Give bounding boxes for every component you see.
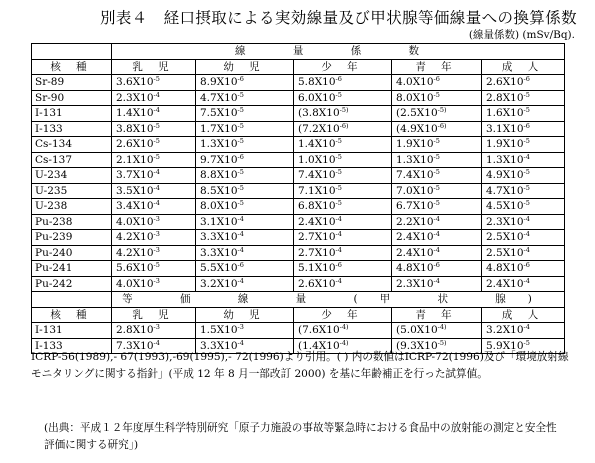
coefficient-cell — [294, 106, 392, 122]
coefficient-exponent: -6 — [523, 121, 530, 130]
coefficient-mantissa: 1.3X10 — [200, 138, 238, 151]
coefficient-cell — [294, 152, 392, 168]
coefficient-cell — [294, 276, 392, 292]
coefficient-mantissa: 2.5X10 — [486, 231, 524, 244]
coefficient-exponent: -4 — [153, 183, 160, 192]
coefficient-exponent: -6 — [237, 261, 244, 270]
coefficient-cell — [196, 214, 294, 230]
coefficient-exponent: -5 — [237, 168, 244, 177]
coefficient-exponent: -5 — [237, 137, 244, 146]
coefficient-exponent: -5 — [335, 137, 342, 146]
coefficient-mantissa: 7.4X10 — [298, 169, 336, 182]
coefficient-mantissa: 2.3X10 — [486, 215, 524, 228]
coefficient-mantissa: 3.5X10 — [116, 184, 154, 197]
coefficient-mantissa: 2.7X10 — [298, 231, 336, 244]
coefficient-exponent: -3 — [153, 214, 160, 223]
coefficient-exponent: -6 — [433, 75, 440, 84]
coefficient-cell — [112, 106, 196, 122]
thyroid-column-header: 核 種 — [32, 307, 112, 323]
coefficient-mantissa: 2.6X10 — [486, 76, 524, 89]
coefficient-mantissa: (7.2X10 — [298, 122, 340, 135]
coefficient-exponent: -5 — [523, 183, 530, 192]
coefficient-mantissa: 4.0X10 — [116, 215, 154, 228]
effective-column-header: 幼 児 — [196, 59, 294, 75]
coefficient-cell — [392, 168, 482, 184]
coefficient-mantissa: 8.0X10 — [396, 91, 434, 104]
coefficient-cell — [196, 75, 294, 91]
unit-label: (線量係数) (mSv/Bq). — [468, 29, 575, 41]
coefficient-mantissa: 5.1X10 — [298, 262, 336, 275]
coefficient-mantissa: 8.9X10 — [200, 76, 238, 89]
nuclide-cell: I-131 — [32, 323, 112, 339]
coefficient-cell — [294, 199, 392, 215]
coefficient-exponent: -4 — [523, 323, 530, 332]
coefficient-cell — [392, 199, 482, 215]
coefficient-mantissa: 6.0X10 — [298, 91, 336, 104]
coefficient-cell — [482, 199, 565, 215]
coefficient-cell — [482, 276, 565, 292]
thyroid-column-header: 幼 児 — [196, 307, 294, 323]
table-row — [32, 183, 565, 199]
coefficient-exponent: -4 — [335, 230, 342, 239]
coefficient-mantissa: 4.2X10 — [116, 231, 154, 244]
coefficient-mantissa: 4.7X10 — [200, 91, 238, 104]
coefficient-cell — [392, 121, 482, 137]
table-row — [32, 214, 565, 230]
coefficient-cell — [112, 90, 196, 106]
coefficient-cell — [392, 323, 482, 339]
dose-coefficient-table — [31, 43, 565, 354]
thyroid-column-header: 少 年 — [294, 307, 392, 323]
coefficient-exponent: -5 — [153, 75, 160, 84]
coefficient-cell — [392, 245, 482, 261]
coefficient-mantissa: 3.2X10 — [486, 324, 524, 337]
coefficient-cell — [482, 323, 565, 339]
coefficient-mantissa: 2.4X10 — [396, 231, 434, 244]
effective-column-header: 成 人 — [482, 59, 565, 75]
coefficient-exponent: -4 — [153, 199, 160, 208]
coefficient-mantissa: (4.9X10 — [396, 122, 438, 135]
coefficient-exponent: -5 — [237, 121, 244, 130]
coefficient-exponent: -5 — [523, 168, 530, 177]
effective-column-header: 青 年 — [392, 59, 482, 75]
effective-column-header-row — [32, 59, 565, 75]
coefficient-cell — [294, 261, 392, 277]
coefficient-exponent: -4 — [237, 230, 244, 239]
coefficient-mantissa: 3.3X10 — [200, 246, 238, 259]
coefficient-mantissa: 4.8X10 — [396, 262, 434, 275]
coefficient-exponent: -4 — [433, 230, 440, 239]
coefficient-mantissa: 8.0X10 — [200, 200, 238, 213]
coefficient-exponent: -5 — [153, 261, 160, 270]
coefficient-exponent: -5 — [335, 152, 342, 161]
effective-column-header: 少 年 — [294, 59, 392, 75]
table-row — [32, 152, 565, 168]
coefficient-mantissa: 3.3X10 — [200, 231, 238, 244]
coefficient-mantissa: (2.5X10 — [396, 107, 438, 120]
coefficient-exponent: -3 — [153, 230, 160, 239]
coefficient-mantissa: 3.4X10 — [116, 200, 154, 213]
coefficient-mantissa: 2.6X10 — [298, 277, 336, 290]
coefficient-cell — [112, 214, 196, 230]
nuclide-cell: U-235 — [32, 183, 112, 199]
coefficient-mantissa: 4.8X10 — [486, 262, 524, 275]
nuclide-cell: Pu-240 — [32, 245, 112, 261]
coefficient-exponent: -4 — [237, 214, 244, 223]
coefficient-exponent: -6 — [335, 75, 342, 84]
coefficient-mantissa: 8.8X10 — [200, 169, 238, 182]
coefficient-cell — [112, 230, 196, 246]
coefficient-exponent: -5 — [153, 152, 160, 161]
coefficient-exponent: -4 — [237, 338, 244, 347]
coefficient-cell — [196, 230, 294, 246]
coefficient-exponent: -4 — [523, 276, 530, 285]
effective-span-header-row — [32, 44, 565, 60]
coefficient-cell — [482, 152, 565, 168]
coefficient-cell — [482, 75, 565, 91]
coefficient-mantissa: 5.5X10 — [200, 262, 238, 275]
coefficient-exponent: -4 — [433, 214, 440, 223]
coefficient-mantissa: 1.3X10 — [396, 153, 434, 166]
coefficient-exponent: -5 — [433, 183, 440, 192]
coefficient-mantissa: (9.3X10 — [396, 339, 438, 352]
coefficient-cell — [482, 245, 565, 261]
nuclide-cell: Cs-134 — [32, 137, 112, 153]
coefficient-cell — [196, 121, 294, 137]
table-row — [32, 75, 565, 91]
coefficient-exponent: -4 — [153, 338, 160, 347]
coefficient-exponent: -4 — [335, 245, 342, 254]
coefficient-cell — [196, 245, 294, 261]
coefficient-cell — [392, 214, 482, 230]
coefficient-exponent: -6) — [339, 121, 349, 130]
coefficient-cell — [196, 137, 294, 153]
table-row — [32, 230, 565, 246]
coefficient-cell — [112, 323, 196, 339]
nuclide-cell: Pu-242 — [32, 276, 112, 292]
coefficient-mantissa: 1.3X10 — [486, 153, 524, 166]
coefficient-cell — [392, 106, 482, 122]
coefficient-cell — [482, 230, 565, 246]
coefficient-cell — [294, 183, 392, 199]
coefficient-cell — [294, 245, 392, 261]
coefficient-mantissa: 2.3X10 — [396, 277, 434, 290]
coefficient-cell — [112, 152, 196, 168]
coefficient-mantissa: 6.8X10 — [298, 200, 336, 213]
coefficient-mantissa: 2.4X10 — [298, 215, 336, 228]
coefficient-exponent: -5 — [237, 183, 244, 192]
coefficient-exponent: -4 — [335, 214, 342, 223]
coefficient-cell — [482, 214, 565, 230]
coefficient-exponent: -6 — [523, 75, 530, 84]
coefficient-exponent: -5 — [523, 199, 530, 208]
coefficient-cell — [392, 261, 482, 277]
coefficient-mantissa: 7.5X10 — [200, 107, 238, 120]
nuclide-cell: Pu-239 — [32, 230, 112, 246]
coefficient-cell — [196, 168, 294, 184]
coefficient-mantissa: 1.5X10 — [200, 324, 238, 337]
coefficient-mantissa: 2.3X10 — [116, 91, 154, 104]
coefficient-mantissa: 1.6X10 — [486, 107, 524, 120]
coefficient-mantissa: 1.9X10 — [486, 138, 524, 151]
coefficient-exponent: -4 — [433, 245, 440, 254]
nuclide-cell: Pu-238 — [32, 214, 112, 230]
coefficient-mantissa: 4.0X10 — [116, 277, 154, 290]
coefficient-mantissa: 2.8X10 — [116, 324, 154, 337]
coefficient-exponent: -5 — [335, 90, 342, 99]
coefficient-mantissa: 3.8X10 — [116, 122, 154, 135]
coefficient-cell — [294, 75, 392, 91]
coefficient-cell — [196, 90, 294, 106]
effective-column-header: 乳 児 — [112, 59, 196, 75]
coefficient-mantissa: 1.4X10 — [298, 138, 336, 151]
coefficient-exponent: -4) — [339, 323, 349, 332]
coefficient-cell — [112, 245, 196, 261]
coefficient-mantissa: 4.5X10 — [486, 200, 524, 213]
coefficient-exponent: -5 — [433, 199, 440, 208]
coefficient-exponent: -5 — [237, 90, 244, 99]
coefficient-mantissa: 6.7X10 — [396, 200, 434, 213]
coefficient-exponent: -5 — [153, 121, 160, 130]
coefficient-cell — [196, 152, 294, 168]
coefficient-exponent: -4 — [523, 152, 530, 161]
coefficient-mantissa: 5.8X10 — [298, 76, 336, 89]
coefficient-mantissa: 5.9X10 — [486, 339, 524, 352]
coefficient-exponent: -5) — [437, 106, 447, 115]
coefficient-cell — [482, 106, 565, 122]
coefficient-cell — [112, 168, 196, 184]
coefficient-mantissa: 3.3X10 — [200, 339, 238, 352]
table-row — [32, 245, 565, 261]
table-row — [32, 106, 565, 122]
coefficient-mantissa: 1.4X10 — [116, 107, 154, 120]
coefficient-exponent: -4 — [523, 245, 530, 254]
coefficient-cell — [392, 230, 482, 246]
coefficient-exponent: -3 — [153, 323, 160, 332]
coefficient-cell — [196, 106, 294, 122]
coefficient-exponent: -5 — [335, 183, 342, 192]
coefficient-exponent: -6 — [433, 261, 440, 270]
coefficient-mantissa: 2.4X10 — [486, 277, 524, 290]
coefficient-exponent: -5 — [237, 199, 244, 208]
coefficient-exponent: -4 — [237, 276, 244, 285]
coefficient-mantissa: 2.1X10 — [116, 153, 154, 166]
table-row — [32, 137, 565, 153]
thyroid-column-header: 青 年 — [392, 307, 482, 323]
coefficient-cell — [112, 199, 196, 215]
coefficient-mantissa: 1.7X10 — [200, 122, 238, 135]
coefficient-mantissa: 4.7X10 — [486, 184, 524, 197]
coefficient-cell — [482, 90, 565, 106]
page-title: 別表４ 経口摂取による実効線量及び甲状腺等価線量への換算係数 — [100, 9, 578, 27]
coefficient-mantissa: 3.7X10 — [116, 169, 154, 182]
coefficient-exponent: -5 — [433, 152, 440, 161]
coefficient-exponent: -3 — [237, 323, 244, 332]
coefficient-mantissa: 3.1X10 — [200, 215, 238, 228]
coefficient-exponent: -5 — [523, 137, 530, 146]
coefficient-exponent: -6 — [335, 261, 342, 270]
nuclide-cell: Pu-241 — [32, 261, 112, 277]
coefficient-exponent: -4 — [153, 90, 160, 99]
coefficient-mantissa: (3.8X10 — [298, 107, 340, 120]
table-row — [32, 199, 565, 215]
coefficient-cell — [482, 183, 565, 199]
coefficient-cell — [392, 183, 482, 199]
coefficient-mantissa: 2.8X10 — [486, 91, 524, 104]
coefficient-cell — [482, 137, 565, 153]
coefficient-cell — [482, 121, 565, 137]
coefficient-mantissa: 9.7X10 — [200, 153, 238, 166]
coefficient-cell — [392, 75, 482, 91]
coefficient-cell — [112, 183, 196, 199]
coefficient-mantissa: 2.2X10 — [396, 215, 434, 228]
table-row — [32, 323, 565, 339]
coefficient-mantissa: 4.2X10 — [116, 246, 154, 259]
coefficient-mantissa: 2.7X10 — [298, 246, 336, 259]
coefficient-exponent: -4) — [437, 323, 447, 332]
coefficient-cell — [112, 261, 196, 277]
coefficient-mantissa: 2.5X10 — [486, 246, 524, 259]
coefficient-mantissa: (7.6X10 — [298, 324, 340, 337]
coefficient-mantissa: 7.4X10 — [396, 169, 434, 182]
coefficient-exponent: -6) — [437, 121, 447, 130]
coefficient-cell — [392, 137, 482, 153]
coefficient-exponent: -6 — [237, 75, 244, 84]
coefficient-cell — [294, 214, 392, 230]
nuclide-cell: I-133 — [32, 121, 112, 137]
coefficient-exponent: -5 — [153, 137, 160, 146]
thyroid-column-header-row — [32, 307, 565, 323]
coefficient-exponent: -6 — [237, 152, 244, 161]
coefficient-cell — [196, 276, 294, 292]
coefficient-mantissa: 4.9X10 — [486, 169, 524, 182]
coefficient-cell — [294, 121, 392, 137]
coefficient-mantissa: 8.5X10 — [200, 184, 238, 197]
coefficient-mantissa: 1.0X10 — [298, 153, 336, 166]
nuclide-cell: I-133 — [32, 338, 112, 354]
coefficient-mantissa: 1.9X10 — [396, 138, 434, 151]
coefficient-cell — [196, 199, 294, 215]
coefficient-exponent: -4 — [237, 245, 244, 254]
coefficient-exponent: -6 — [523, 261, 530, 270]
coefficient-exponent: -3 — [153, 245, 160, 254]
coefficient-mantissa: 4.0X10 — [396, 76, 434, 89]
coefficient-cell — [482, 168, 565, 184]
effective-column-header: 核 種 — [32, 59, 112, 75]
table-row — [32, 168, 565, 184]
coefficient-exponent: -5 — [433, 137, 440, 146]
table-row — [32, 90, 565, 106]
thyroid-column-header: 成 人 — [482, 307, 565, 323]
coefficient-cell — [196, 261, 294, 277]
coefficient-cell — [294, 168, 392, 184]
coefficient-exponent: -5 — [523, 90, 530, 99]
coefficient-mantissa: 7.1X10 — [298, 184, 336, 197]
coefficient-exponent: -5 — [523, 106, 530, 115]
coefficient-exponent: -5) — [437, 338, 447, 347]
coefficient-mantissa: 3.6X10 — [116, 76, 154, 89]
table-row — [32, 121, 565, 137]
table-row — [32, 261, 565, 277]
coefficient-exponent: -5 — [335, 168, 342, 177]
coefficient-exponent: -4 — [433, 276, 440, 285]
coefficient-mantissa: 5.6X10 — [116, 262, 154, 275]
nuclide-cell: I-131 — [32, 106, 112, 122]
nuclide-cell: Sr-89 — [32, 75, 112, 91]
table-row — [32, 276, 565, 292]
thyroid-span-header-row — [32, 292, 565, 308]
coefficient-mantissa: (1.4X10 — [298, 339, 340, 352]
thyroid-section-header: 等 価 線 量 (甲 状 腺) — [112, 292, 565, 308]
coefficient-cell — [196, 323, 294, 339]
coefficient-cell — [392, 90, 482, 106]
coefficient-cell — [392, 276, 482, 292]
thyroid-column-header: 乳 児 — [112, 307, 196, 323]
coefficient-cell — [112, 121, 196, 137]
coefficient-mantissa: 2.6X10 — [116, 138, 154, 151]
coefficient-mantissa: 7.0X10 — [396, 184, 434, 197]
coefficient-cell — [196, 183, 294, 199]
effective-section-header: 線 量 係 数 — [112, 44, 565, 60]
coefficient-exponent: -5 — [237, 106, 244, 115]
coefficient-cell — [294, 323, 392, 339]
thyroid-span-blank — [32, 292, 112, 308]
coefficient-exponent: -4 — [335, 276, 342, 285]
coefficient-exponent: -5) — [339, 106, 349, 115]
coefficient-cell — [294, 137, 392, 153]
coefficient-cell — [294, 230, 392, 246]
coefficient-cell — [294, 90, 392, 106]
nuclide-cell: U-234 — [32, 168, 112, 184]
coefficient-mantissa: 3.1X10 — [486, 122, 524, 135]
coefficient-exponent: -5 — [433, 168, 440, 177]
coefficient-cell — [392, 152, 482, 168]
coefficient-mantissa: 2.4X10 — [396, 246, 434, 259]
coefficient-exponent: -5 — [523, 338, 530, 347]
citation-note: ICRP-56(1989),- 67(1993),-69(1995),- 72(1996)より引用。( ) 内の数値はICRP-72(1996)及び「環境放射線モニタリングに関する指針」(平成 12 年 8 月一部改訂 2000) を基に年齢補正を行った試算値。 — [31, 351, 569, 380]
coefficient-mantissa: 7.3X10 — [116, 339, 154, 352]
coefficient-cell — [482, 261, 565, 277]
coefficient-exponent: -4) — [339, 338, 349, 347]
coefficient-exponent: -3 — [153, 276, 160, 285]
coefficient-cell — [112, 75, 196, 91]
coefficient-mantissa: 3.2X10 — [200, 277, 238, 290]
effective-span-blank — [32, 44, 112, 60]
coefficient-exponent: -5 — [335, 199, 342, 208]
nuclide-cell: U-238 — [32, 199, 112, 215]
coefficient-exponent: -4 — [523, 230, 530, 239]
coefficient-exponent: -4 — [523, 214, 530, 223]
nuclide-cell: Sr-90 — [32, 90, 112, 106]
coefficient-exponent: -4 — [153, 168, 160, 177]
coefficient-cell — [112, 137, 196, 153]
coefficient-mantissa: (5.0X10 — [396, 324, 438, 337]
nuclide-cell: Cs-137 — [32, 152, 112, 168]
source-note: (出典：平成１２年度厚生科学特別研究「原子力施設の事故等緊急時における食品中の放射能の測定と安全性評価に関する研究」) — [44, 422, 557, 451]
coefficient-exponent: -5 — [433, 90, 440, 99]
coefficient-exponent: -4 — [153, 106, 160, 115]
coefficient-cell — [112, 276, 196, 292]
